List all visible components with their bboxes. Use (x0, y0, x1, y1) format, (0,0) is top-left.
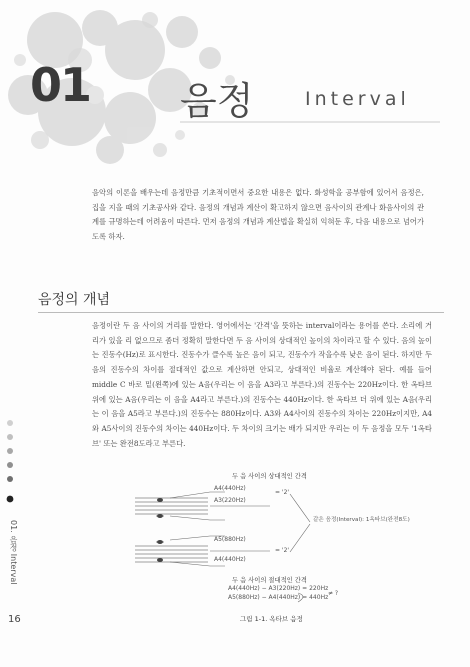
figure-absolute-line2: A5(880Hz) − A4(440Hz) = 440Hz (228, 594, 329, 601)
figure-caption: 그림 1-1. 옥타브 음정 (240, 615, 303, 623)
page-number: 16 (8, 614, 21, 625)
figure-bottom-high-note: A5(880Hz) (214, 536, 246, 543)
sidebar-chapter-label: 01. 음정 Interval (9, 520, 18, 585)
section-divider (38, 312, 444, 313)
figure-title-relative: 두 음 사이의 상대적인 간격 (232, 473, 307, 480)
chapter-title: 음정 (180, 79, 254, 123)
figure-title-absolute: 두 음 사이의 절대적인 간격 (232, 577, 307, 584)
figure-bottom-ratio: = '2' (275, 547, 290, 554)
figure-absolute-line1: A4(440Hz) − A3(220Hz) = 220Hz (228, 585, 329, 592)
figure-top-low-note: A3(220Hz) (214, 497, 246, 504)
figure-top-high-note: A4(440Hz) (214, 485, 246, 492)
chapter-number: 01 (30, 58, 91, 112)
body-paragraph: 음정이란 두 음 사이의 거리를 말한다. 영어에서는 '간격'을 뜻하는 interval이라는 용어를 쓴다. 소리에 거리가 있을 리 없으므로 좀더 정확히 말한다면 두 음 사이의 상대적인 높이의 차이라고 할 수 있다. 음의 높이는 진동수(Hz)로 표시한다. 진동수가 클수록 높은 음이 되고, 진동수가 작을수록 낮은 음이 된다. 하지만 두 음의 진동수의 차이를 절대적인 값으로 계산하면 안되고, 상대적인 비율로 계산해야 된다. 예를 들어 middle C 바로 밑(왼쪽)에 있는 A음(우리는 이 음을 A3라고 부른다.)의 진동수는 220Hz이다. 한 옥타브 위에 있는 A음(우리는 이 음을 A4라고 부른다.)의 진동수는 440Hz이다. 한 옥타브 더 위에 있는 A음(우리는 이 음을 A5라고 부른다.)의 진동수는 880Hz이다. A3와 A4사이의 진동수의 차이는 220Hz이지만, A4와 A5사이의 진동수의 차이는 440Hz이다. 두 차이의 크기는 배가 되지만 우리는 이 두 음정을 모두 '1옥타브' 또는 완전8도라고 부른다. (92, 321, 432, 448)
figure-absolute-mark: ≠ ? (328, 590, 339, 597)
figure-bottom-low-note: A4(440Hz) (214, 556, 246, 563)
section-title: 음정의 개념 (38, 292, 111, 308)
side-dots-decoration (0, 415, 20, 515)
figure-top-ratio: = '2' (275, 489, 290, 496)
figure-diagram (130, 478, 450, 613)
intro-paragraph: 음악의 이론을 배우는데 음정만큼 기초적이면서 중요한 내용은 없다. 화성학을 공부함에 있어서 음정은, 집을 지을 때의 기초공사와 같다. 음정의 개념과 계산이 확고하지 않으면 음사이의 관계나 화음사이의 관계를 규명하는데 어려움이 따른다. 먼저 음정의 개념과 계산법을 확실히 익혀둔 후, 다음 내용으로 넘어가도록 하자. (92, 188, 424, 242)
figure-result: 같은 음정(Interval): 1옥타브(완전8도) (313, 517, 410, 523)
chapter-english-title: Interval (305, 88, 410, 110)
